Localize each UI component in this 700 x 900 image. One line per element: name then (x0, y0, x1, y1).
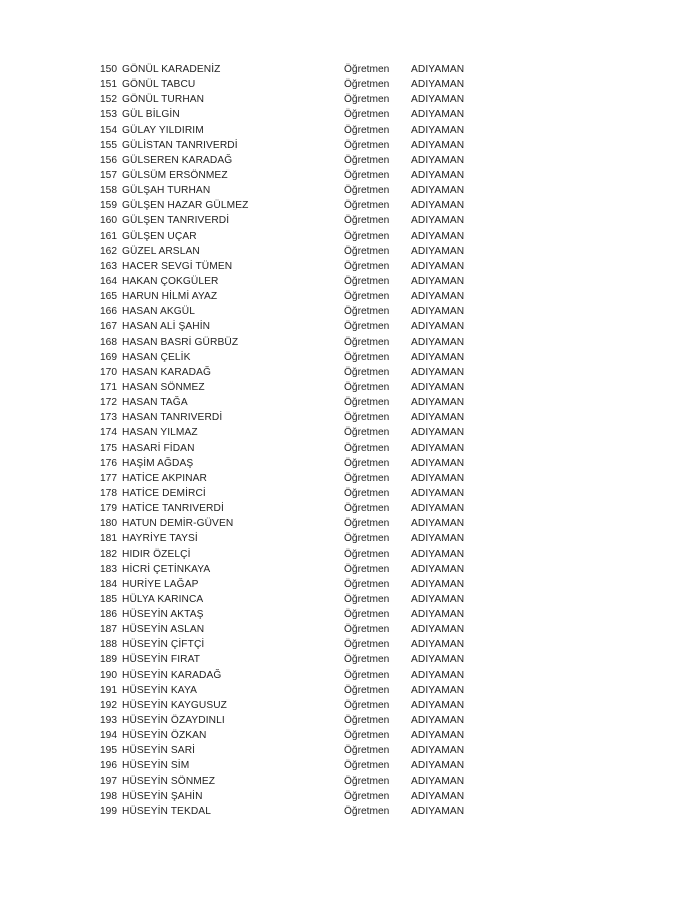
city: ADIYAMAN (411, 351, 465, 363)
list-row (0, 365, 700, 380)
person-name: HASAN TAĞA (122, 397, 188, 409)
job-title: Öğretmen (344, 730, 390, 742)
person-name: GÜL BİLGİN (122, 109, 180, 121)
job-title: Öğretmen (344, 169, 390, 181)
job-title: Öğretmen (344, 139, 390, 151)
row-number: 199 (100, 805, 117, 817)
job-title: Öğretmen (344, 412, 390, 424)
row-number: 165 (100, 291, 117, 303)
person-name: HÜSEYİN TEKDAL (122, 805, 211, 817)
job-title: Öğretmen (344, 745, 390, 757)
list-row (0, 183, 700, 198)
person-name: HÜSEYİN ÇİFTÇİ (122, 639, 205, 651)
row-number: 179 (100, 503, 117, 515)
row-number: 167 (100, 321, 117, 333)
job-title: Öğretmen (344, 472, 390, 484)
row-number: 192 (100, 699, 117, 711)
person-name: HASAN YILMAZ (122, 427, 198, 439)
person-name: GÜLSÜM ERSÖNMEZ (122, 169, 228, 181)
city: ADIYAMAN (411, 578, 465, 590)
row-number: 174 (100, 427, 117, 439)
row-number: 175 (100, 442, 117, 454)
list-row (0, 319, 700, 334)
list-row (0, 62, 700, 77)
person-name: HASAN AKGÜL (122, 306, 196, 318)
job-title: Öğretmen (344, 427, 390, 439)
row-number: 152 (100, 94, 117, 106)
city: ADIYAMAN (411, 306, 465, 318)
city: ADIYAMAN (411, 260, 465, 272)
row-number: 191 (100, 684, 117, 696)
person-name: HÜSEYİN FIRAT (122, 654, 201, 666)
city: ADIYAMAN (411, 745, 465, 757)
person-name: HATİCE TANRIVERDİ (122, 503, 224, 515)
city: ADIYAMAN (411, 321, 465, 333)
list-row (0, 123, 700, 138)
person-name: HÜSEYİN ASLAN (122, 624, 205, 636)
job-title: Öğretmen (344, 699, 390, 711)
row-number: 189 (100, 654, 117, 666)
city: ADIYAMAN (411, 533, 465, 545)
person-name: HÜSEYİN SÖNMEZ (122, 775, 216, 787)
row-number: 177 (100, 472, 117, 484)
list-row (0, 138, 700, 153)
list-row (0, 668, 700, 683)
job-title: Öğretmen (344, 790, 390, 802)
row-number: 168 (100, 336, 117, 348)
row-number: 180 (100, 518, 117, 530)
city: ADIYAMAN (411, 109, 465, 121)
person-name: HASAN SÖNMEZ (122, 381, 205, 393)
city: ADIYAMAN (411, 139, 465, 151)
person-name: HASAN KARADAĞ (122, 366, 212, 378)
list-row (0, 289, 700, 304)
person-name: HÜSEYİN AKTAŞ (122, 609, 204, 621)
person-name: GÜLŞEN UÇAR (122, 230, 197, 242)
row-number: 156 (100, 154, 117, 166)
list-row (0, 547, 700, 562)
person-name: HÜSEYİN SİM (122, 760, 190, 772)
job-title: Öğretmen (344, 533, 390, 545)
person-name: HARUN HİLMİ AYAZ (122, 291, 218, 303)
list-row (0, 592, 700, 607)
person-name: HÜSEYİN KAYA (122, 684, 197, 696)
job-title: Öğretmen (344, 321, 390, 333)
row-number: 157 (100, 169, 117, 181)
person-name: HİCRİ ÇETİNKAYA (122, 563, 211, 575)
city: ADIYAMAN (411, 624, 465, 636)
list-row (0, 531, 700, 546)
person-name: GÜLAY YILDIRIM (122, 124, 204, 136)
job-title: Öğretmen (344, 457, 390, 469)
job-title: Öğretmen (344, 593, 390, 605)
person-name: HÜSEYİN SARİ (122, 745, 196, 757)
job-title: Öğretmen (344, 503, 390, 515)
city: ADIYAMAN (411, 775, 465, 787)
row-number: 197 (100, 775, 117, 787)
person-name: GÜLSEREN KARADAĞ (122, 154, 233, 166)
list-row (0, 577, 700, 592)
city: ADIYAMAN (411, 715, 465, 727)
city: ADIYAMAN (411, 593, 465, 605)
person-name: HASAN ALİ ŞAHİN (122, 321, 211, 333)
list-row (0, 486, 700, 501)
row-number: 171 (100, 381, 117, 393)
person-name: HATUN DEMİR-GÜVEN (122, 518, 234, 530)
list-row (0, 441, 700, 456)
city: ADIYAMAN (411, 230, 465, 242)
job-title: Öğretmen (344, 245, 390, 257)
row-number: 166 (100, 306, 117, 318)
job-title: Öğretmen (344, 291, 390, 303)
list-row (0, 168, 700, 183)
city: ADIYAMAN (411, 427, 465, 439)
city: ADIYAMAN (411, 790, 465, 802)
person-name: HÜSEYİN ŞAHİN (122, 790, 203, 802)
city: ADIYAMAN (411, 730, 465, 742)
row-number: 153 (100, 109, 117, 121)
job-title: Öğretmen (344, 154, 390, 166)
city: ADIYAMAN (411, 472, 465, 484)
city: ADIYAMAN (411, 639, 465, 651)
city: ADIYAMAN (411, 487, 465, 499)
person-name: GÜLŞAH TURHAN (122, 185, 211, 197)
person-name: HASARİ FİDAN (122, 442, 195, 454)
list-row (0, 153, 700, 168)
city: ADIYAMAN (411, 169, 465, 181)
city: ADIYAMAN (411, 760, 465, 772)
city: ADIYAMAN (411, 291, 465, 303)
city: ADIYAMAN (411, 669, 465, 681)
row-number: 193 (100, 715, 117, 727)
list-row (0, 380, 700, 395)
person-name: GÖNÜL TURHAN (122, 94, 205, 106)
person-name: HAŞİM AĞDAŞ (122, 457, 194, 469)
row-number: 150 (100, 64, 117, 75)
job-title: Öğretmen (344, 518, 390, 530)
city: ADIYAMAN (411, 397, 465, 409)
row-number: 176 (100, 457, 117, 469)
row-number: 162 (100, 245, 117, 257)
city: ADIYAMAN (411, 442, 465, 454)
job-title: Öğretmen (344, 578, 390, 590)
job-title: Öğretmen (344, 669, 390, 681)
row-number: 178 (100, 487, 117, 499)
city: ADIYAMAN (411, 654, 465, 666)
list-row (0, 743, 700, 758)
city: ADIYAMAN (411, 366, 465, 378)
row-number: 161 (100, 230, 117, 242)
person-name: GÜZEL ARSLAN (122, 245, 200, 257)
person-name: HASAN ÇELİK (122, 351, 191, 363)
city: ADIYAMAN (411, 503, 465, 515)
city: ADIYAMAN (411, 94, 465, 106)
list-row (0, 562, 700, 577)
job-title: Öğretmen (344, 124, 390, 136)
city: ADIYAMAN (411, 64, 465, 75)
city: ADIYAMAN (411, 381, 465, 393)
row-number: 159 (100, 200, 117, 212)
row-number: 195 (100, 745, 117, 757)
list-row (0, 92, 700, 107)
list-row (0, 789, 700, 804)
row-number: 198 (100, 790, 117, 802)
job-title: Öğretmen (344, 548, 390, 560)
person-name: HIDIR ÖZELÇİ (122, 548, 191, 560)
job-title: Öğretmen (344, 760, 390, 772)
person-name: GÖNÜL KARADENİZ (122, 64, 221, 75)
job-title: Öğretmen (344, 185, 390, 197)
person-name: HAYRİYE TAYSİ (122, 533, 198, 545)
city: ADIYAMAN (411, 457, 465, 469)
city: ADIYAMAN (411, 518, 465, 530)
row-number: 185 (100, 593, 117, 605)
row-number: 194 (100, 730, 117, 742)
job-title: Öğretmen (344, 624, 390, 636)
row-number: 186 (100, 609, 117, 621)
city: ADIYAMAN (411, 336, 465, 348)
list-row (0, 259, 700, 274)
job-title: Öğretmen (344, 684, 390, 696)
city: ADIYAMAN (411, 79, 465, 91)
city: ADIYAMAN (411, 215, 465, 227)
person-name: HÜSEYİN ÖZAYDINLI (122, 715, 225, 727)
person-name: HÜLYA KARINCA (122, 593, 204, 605)
job-title: Öğretmen (344, 442, 390, 454)
list-row (0, 728, 700, 743)
job-title: Öğretmen (344, 381, 390, 393)
row-number: 188 (100, 639, 117, 651)
person-name: HÜSEYİN ÖZKAN (122, 730, 207, 742)
person-name: HACER SEVGİ TÜMEN (122, 260, 233, 272)
list-row (0, 335, 700, 350)
row-number: 183 (100, 563, 117, 575)
row-number: 164 (100, 275, 117, 287)
list-row (0, 350, 700, 365)
row-number: 181 (100, 533, 117, 545)
job-title: Öğretmen (344, 200, 390, 212)
job-title: Öğretmen (344, 609, 390, 621)
job-title: Öğretmen (344, 275, 390, 287)
list-row (0, 198, 700, 213)
list-row (0, 304, 700, 319)
row-number: 170 (100, 366, 117, 378)
job-title: Öğretmen (344, 351, 390, 363)
job-title: Öğretmen (344, 260, 390, 272)
list-row (0, 395, 700, 410)
job-title: Öğretmen (344, 109, 390, 121)
list-row (0, 107, 700, 122)
person-name: HATİCE AKPINAR (122, 472, 207, 484)
job-title: Öğretmen (344, 654, 390, 666)
person-name: HÜSEYİN KAYGUSUZ (122, 699, 228, 711)
row-number: 184 (100, 578, 117, 590)
person-name: GÜLŞEN TANRIVERDİ (122, 215, 230, 227)
list-row (0, 471, 700, 486)
job-title: Öğretmen (344, 715, 390, 727)
list-row (0, 410, 700, 425)
city: ADIYAMAN (411, 412, 465, 424)
person-name: HAKAN ÇOKGÜLER (122, 275, 219, 287)
list-row (0, 516, 700, 531)
person-name: GÖNÜL TABCU (122, 79, 196, 91)
job-title: Öğretmen (344, 563, 390, 575)
list-row (0, 683, 700, 698)
row-number: 151 (100, 79, 117, 91)
row-number: 158 (100, 185, 117, 197)
job-title: Öğretmen (344, 230, 390, 242)
list-row (0, 713, 700, 728)
list-row (0, 244, 700, 259)
city: ADIYAMAN (411, 805, 465, 817)
city: ADIYAMAN (411, 200, 465, 212)
job-title: Öğretmen (344, 64, 390, 75)
person-name: GÜLİSTAN TANRIVERDİ (122, 139, 238, 151)
row-number: 173 (100, 412, 117, 424)
row-number: 169 (100, 351, 117, 363)
personnel-list (0, 62, 700, 819)
row-number: 190 (100, 669, 117, 681)
person-name: HASAN TANRIVERDİ (122, 412, 223, 424)
city: ADIYAMAN (411, 699, 465, 711)
list-row (0, 698, 700, 713)
job-title: Öğretmen (344, 215, 390, 227)
list-row (0, 425, 700, 440)
person-name: HURİYE LAĞAP (122, 578, 199, 590)
list-row (0, 77, 700, 92)
list-row (0, 456, 700, 471)
city: ADIYAMAN (411, 275, 465, 287)
job-title: Öğretmen (344, 805, 390, 817)
row-number: 154 (100, 124, 117, 136)
city: ADIYAMAN (411, 684, 465, 696)
person-name: GÜLŞEN HAZAR GÜLMEZ (122, 200, 249, 212)
list-row (0, 774, 700, 789)
city: ADIYAMAN (411, 548, 465, 560)
list-row (0, 622, 700, 637)
row-number: 163 (100, 260, 117, 272)
list-row (0, 607, 700, 622)
row-number: 172 (100, 397, 117, 409)
list-row (0, 501, 700, 516)
job-title: Öğretmen (344, 94, 390, 106)
list-row (0, 274, 700, 289)
list-row (0, 758, 700, 773)
city: ADIYAMAN (411, 185, 465, 197)
person-name: HÜSEYİN KARADAĞ (122, 669, 222, 681)
job-title: Öğretmen (344, 366, 390, 378)
job-title: Öğretmen (344, 639, 390, 651)
list-row (0, 229, 700, 244)
row-number: 182 (100, 548, 117, 560)
city: ADIYAMAN (411, 245, 465, 257)
job-title: Öğretmen (344, 336, 390, 348)
row-number: 155 (100, 139, 117, 151)
job-title: Öğretmen (344, 397, 390, 409)
job-title: Öğretmen (344, 306, 390, 318)
list-row (0, 213, 700, 228)
job-title: Öğretmen (344, 79, 390, 91)
list-row (0, 652, 700, 667)
person-name: HASAN BASRİ GÜRBÜZ (122, 336, 239, 348)
job-title: Öğretmen (344, 487, 390, 499)
city: ADIYAMAN (411, 124, 465, 136)
city: ADIYAMAN (411, 563, 465, 575)
job-title: Öğretmen (344, 775, 390, 787)
person-name: HATİCE DEMİRCİ (122, 487, 206, 499)
list-row (0, 637, 700, 652)
row-number: 196 (100, 760, 117, 772)
row-number: 187 (100, 624, 117, 636)
city: ADIYAMAN (411, 154, 465, 166)
row-number: 160 (100, 215, 117, 227)
city: ADIYAMAN (411, 609, 465, 621)
list-row (0, 804, 700, 819)
